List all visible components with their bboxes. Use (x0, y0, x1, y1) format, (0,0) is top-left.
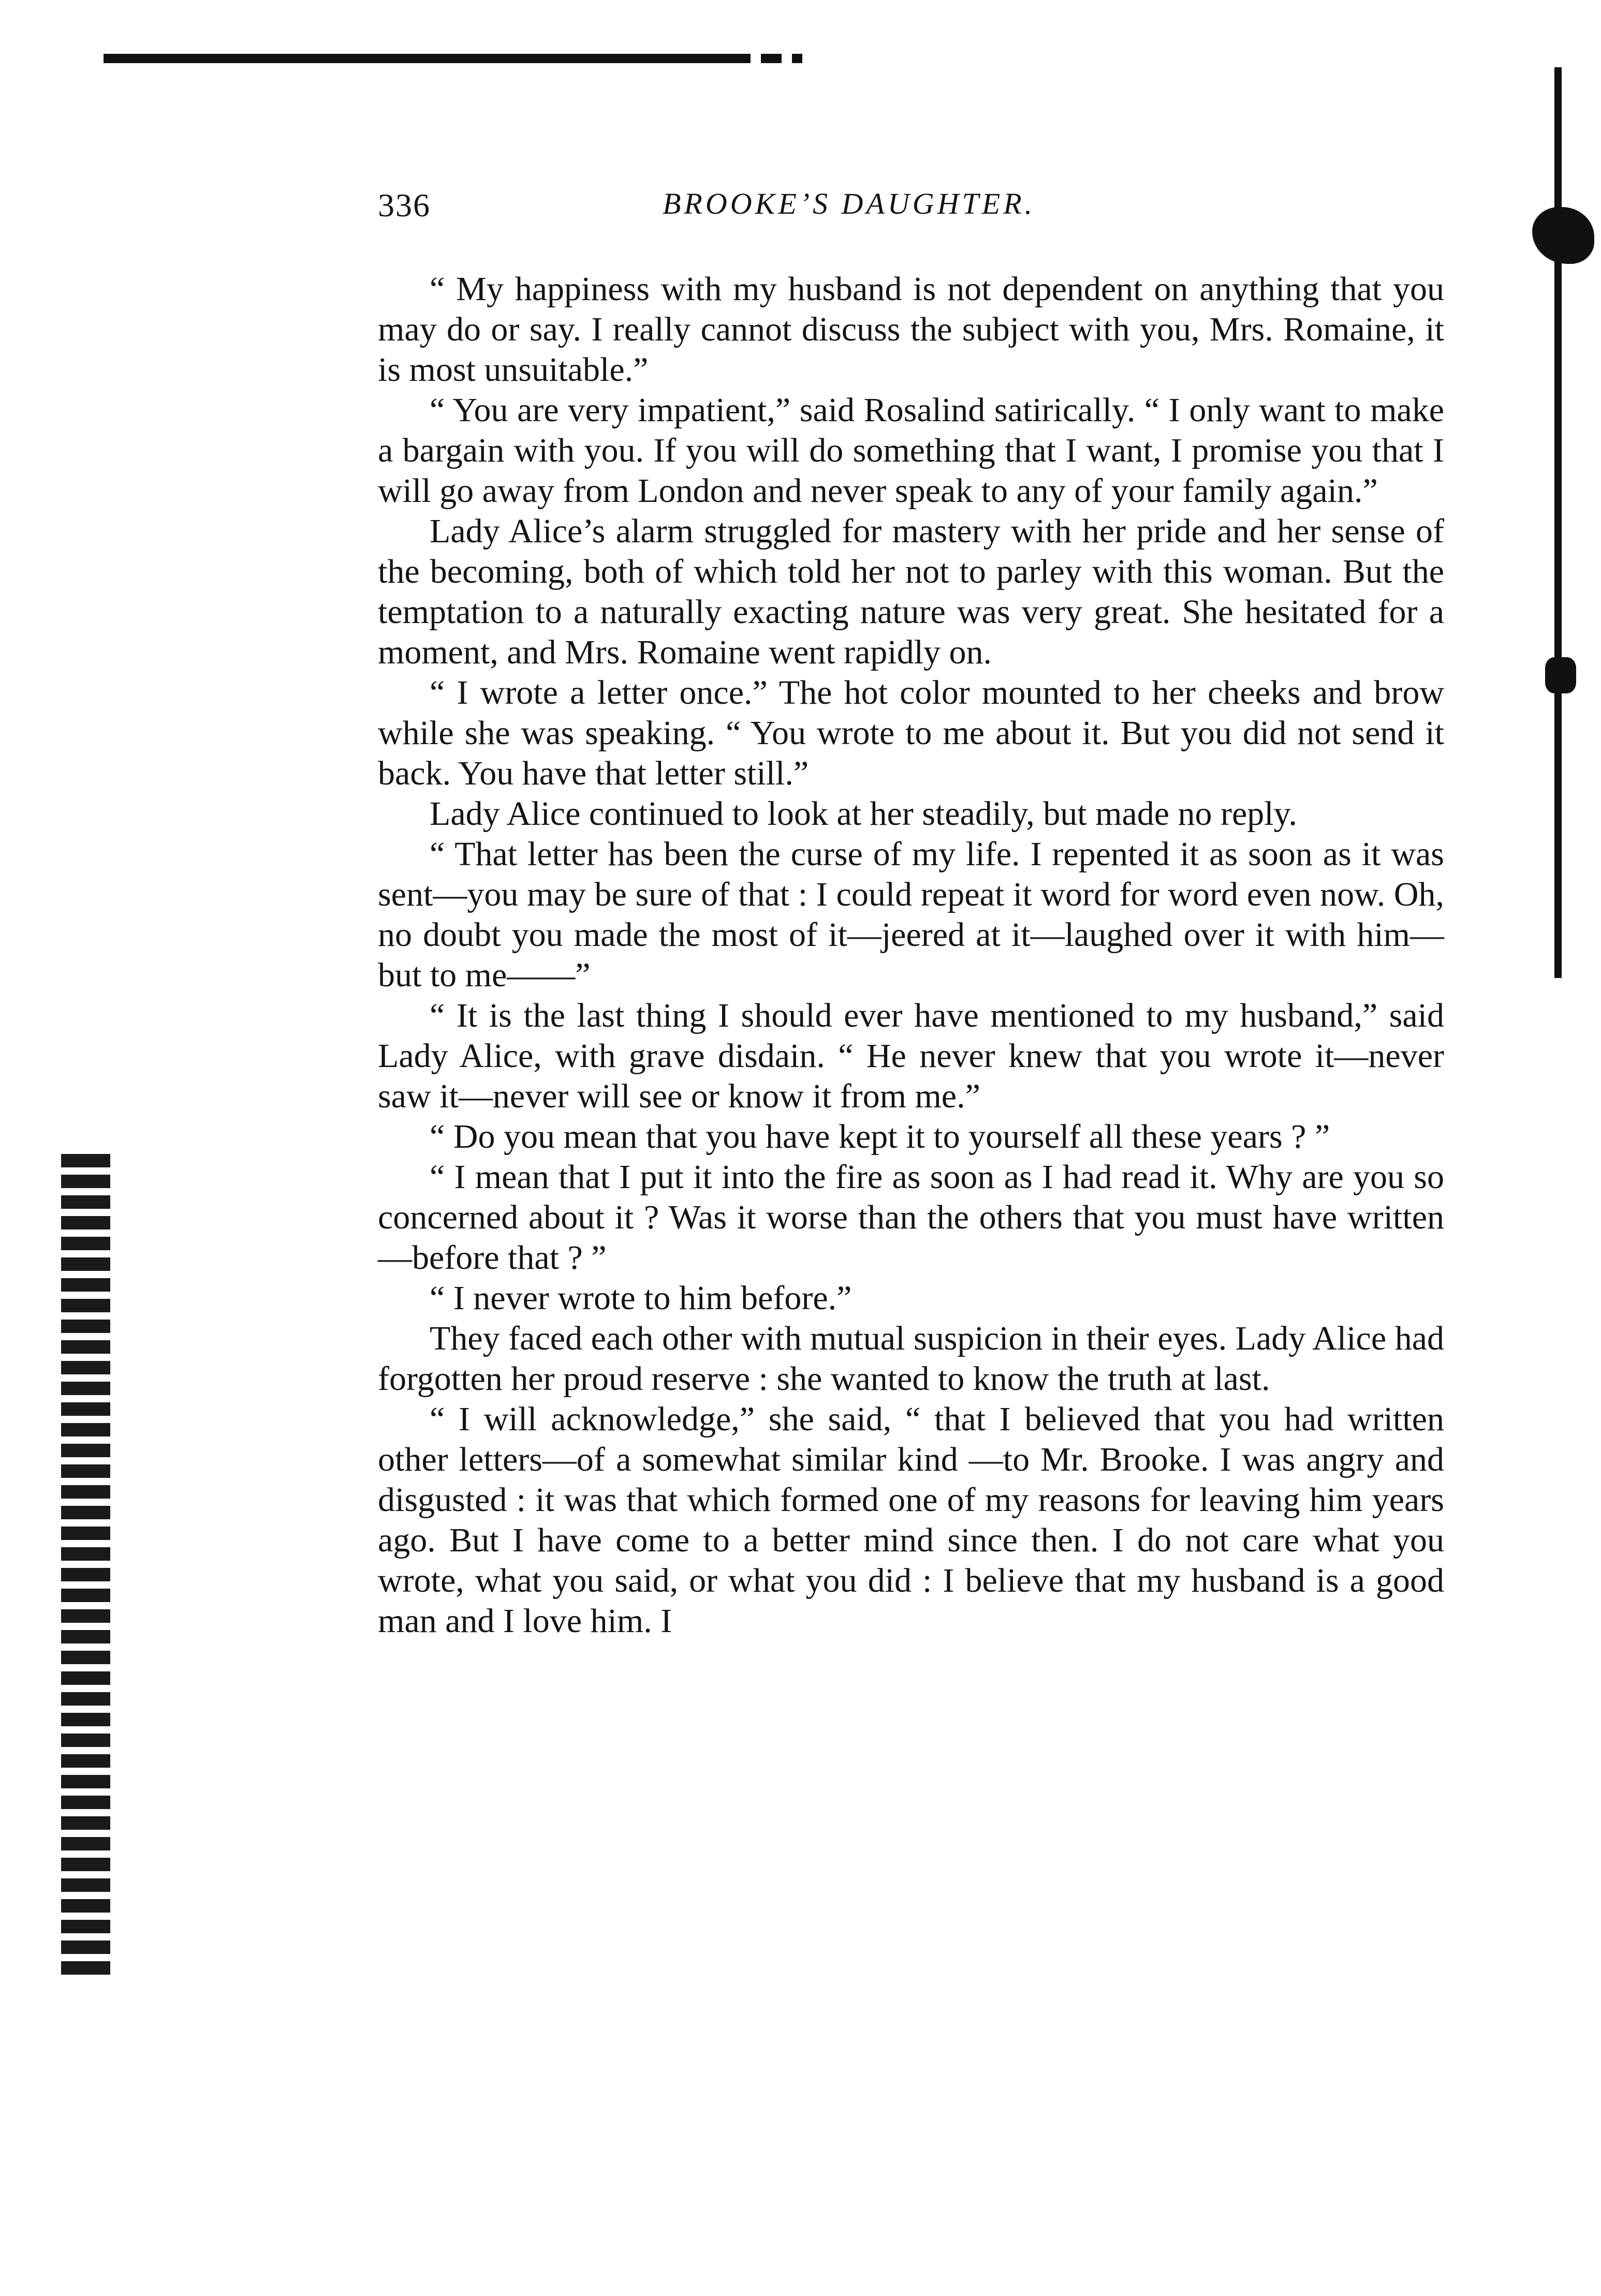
paragraph: Lady Alice continued to look at her steadily, but made no reply. (430, 795, 1297, 833)
scan-artifact-blot (1545, 657, 1576, 693)
running-title: BROOKE’S DAUGHTER. (663, 187, 1036, 220)
paragraph: “ You are very impatient,” said Rosalind satirically. “ I only want to make a bargain with you. If you will do something that I want, I promise you that I will go away from London and never speak to any of your family again.” (378, 391, 1444, 510)
paragraph: “ I will acknowledge,” she said, “ that I believed that you had written other letters—of a somewhat similar kind —to Mr. Brooke. I was angry and disgusted : it was that which formed one of my reasons for leaving him years ago. But I have come to a better mind since then. I do not care what you wrote, what you said, or what you did : I believe that my husband is a good man and I love him. I (378, 1400, 1444, 1640)
paragraph: “ I wrote a letter once.” The hot color mounted to her cheeks and brow while she was speaking. “ You wrote to me about it. But you did not send it back. You have that letter still.” (378, 674, 1444, 792)
scan-artifact-blot (1532, 207, 1594, 264)
page-header (378, 186, 1180, 233)
page-number: 336 (378, 187, 431, 224)
paragraph: Lady Alice’s alarm struggled for mastery with her pride and her sense of the becoming, both of which told her not to parley with this woman. But the temptation to a naturally exacting nature was very great. She hesitated for a moment, and Mrs. Romaine went rapidly on. (378, 512, 1444, 671)
paragraph: “ My happiness with my husband is not dependent on anything that you may do or say. I really cannot discuss the subject with you, Mrs. Romaine, it is most unsuitable.” (378, 270, 1444, 389)
scan-artifact-rule (761, 54, 782, 63)
paragraph: “ That letter has been the curse of my life. I repented it as soon as it was sent—you may be sure of that : I could repeat it word for word even now. Oh, no doubt you made the most of it—jeered at it—laughed over it with him— but to me——” (378, 835, 1444, 994)
scan-artifact-binding-edge (1554, 67, 1562, 978)
paragraph: “ I mean that I put it into the fire as soon as I had read it. Why are you so concerned about it ? Was it worse than the others that you must have written—before that ? ” (378, 1158, 1444, 1277)
paragraph: “ Do you mean that you have kept it to yourself all these years ? ” (430, 1118, 1330, 1156)
paragraph: They faced each other with mutual suspicion in their eyes. Lady Alice had forgotten her proud reserve : she wanted to know the truth at last. (378, 1320, 1444, 1398)
scan-artifact-rule (104, 54, 751, 63)
paragraph: “ It is the last thing I should ever have mentioned to my husband,” said Lady Alice, with grave disdain. “ He never knew that you wrote it—never saw it—never will see or know it from me.” (378, 997, 1444, 1115)
scan-artifact-rule (792, 54, 802, 63)
scan-artifact-barcode (61, 1154, 110, 2034)
paragraph: “ I never wrote to him before.” (430, 1279, 852, 1317)
body-text (378, 269, 1444, 1641)
